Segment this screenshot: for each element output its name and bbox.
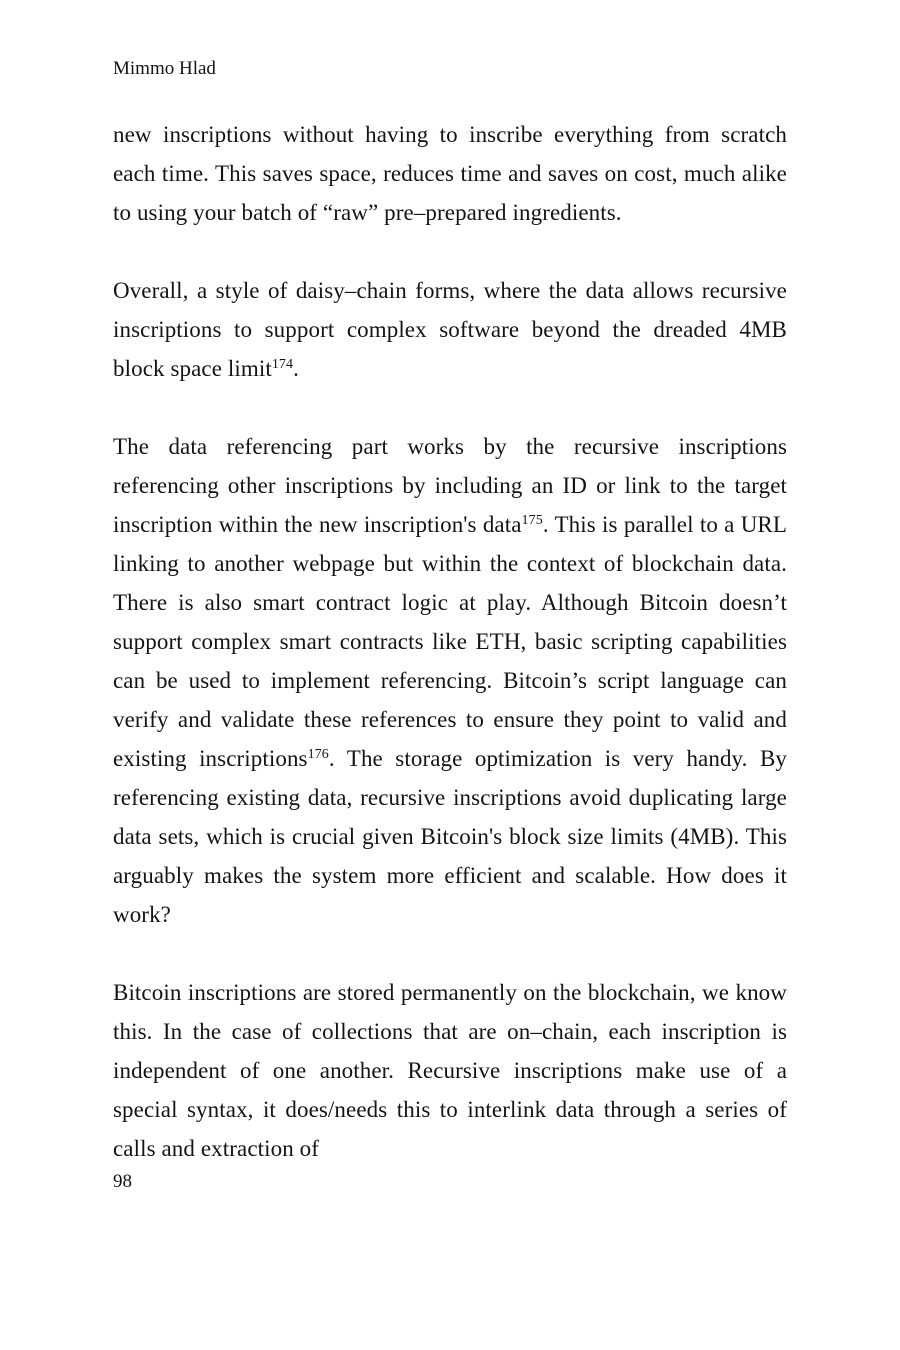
body-text [113, 115, 787, 1168]
footnote-marker: 175 [521, 513, 543, 528]
paragraph: Overall, a style of daisy–chain forms, where the data allows recursive inscriptions to support complex software beyond the dreaded 4MB block space limit$^{174}$. [113, 278, 787, 381]
footnote-marker: 176 [307, 747, 329, 762]
paragraph: new inscriptions without having to inscribe everything from scratch each time. This saves space, reduces time and saves on cost, much alike to using your batch of “raw” pre–prepared ingredients. [113, 122, 787, 225]
running-header: Mimmo Hlad [113, 58, 216, 79]
footnote-marker: 174 [271, 357, 294, 372]
paragraph: The data referencing part works by the recursive inscriptions referencing other inscriptions by including an ID or link to the target inscription within the new inscription's data$^{175}$. This is parallel to a URL linking to another webpage but within the context of blockchain data. There is also smart contract logic at play. Although Bitcoin doesn’t support complex smart contracts like ETH, basic scripting capabilities can be used to implement referencing. Bitcoin’s script language can verify and validate these references to ensure they point to valid and existing inscriptions$^{176}$. The storage optimization is very handy. By referencing existing data, recursive inscriptions avoid duplicating large data sets, which is crucial given Bitcoin's block size limits (4MB). This arguably makes the system more efficient and scalable. How does it work? [113, 434, 787, 927]
page-number: 98 [113, 1171, 132, 1192]
paragraph: Bitcoin inscriptions are stored permanently on the blockchain, we know this. In the case of collections that are on–chain, each inscription is independent of one another. Recursive inscriptions make use of a special syntax, it does/needs this to interlink data through a series of calls and extraction of [113, 980, 787, 1161]
